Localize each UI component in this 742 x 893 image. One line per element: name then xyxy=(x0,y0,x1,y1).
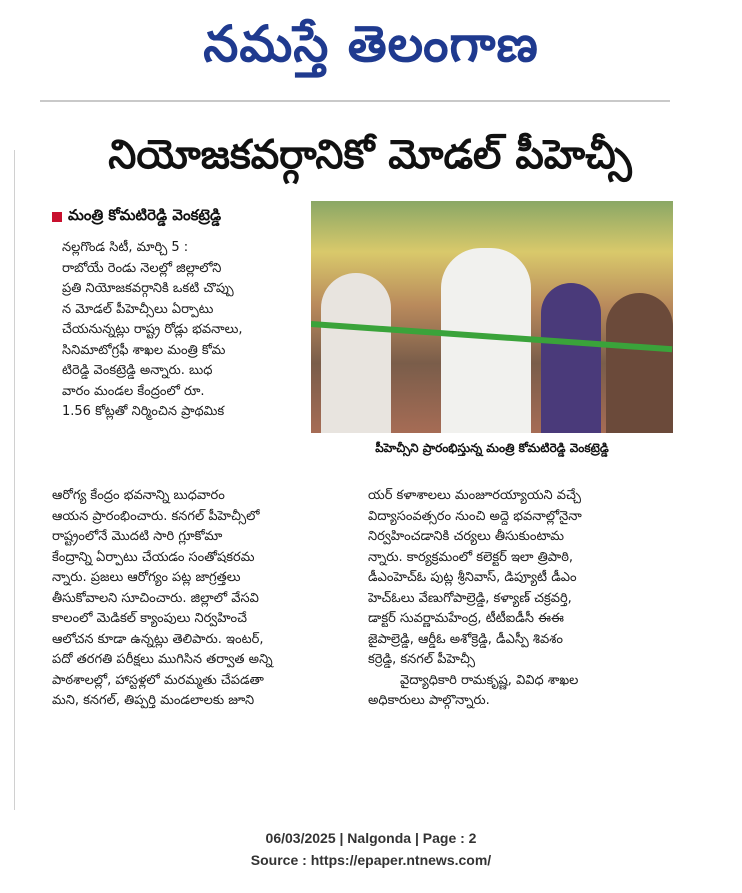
article-line: జైపాల్రెడ్డి, ఆర్డీఓ అశోక్రెడ్డి, డీఎస్పీ శివశం xyxy=(368,631,564,647)
article-line: డాక్టర్ సువర్ణామహేంద్ర, టీటీఐడీసీ ఈఈ xyxy=(368,611,564,626)
masthead-divider xyxy=(40,100,670,102)
article-line: వారం మండల కేంద్రంలో రూ. xyxy=(62,383,205,399)
article-line: టిరెడ్డి వెంకట్రెడ్డి అన్నారు. బుధ xyxy=(62,363,213,378)
newspaper-masthead: నమస్తే తెలంగాణ xyxy=(203,15,539,73)
article-line: చేయనున్నట్లు రాష్ట్ర రోడ్లు భవనాలు, xyxy=(62,322,243,337)
article-line: రాష్ట్రంలోనే మొదటి సారి గ్లూకోమా xyxy=(52,529,223,544)
article-line: తీసుకోవాలని సూచించారు. జిల్లాలో వేసవి xyxy=(52,590,259,606)
article-line: న మోడల్ పీహెచ్సీలు ఏర్పాటు xyxy=(62,301,214,317)
article-line: పాఠశాలల్లో, హాస్టళ్లలో మరమ్మతు చేపడతా xyxy=(52,672,264,688)
byline-text: మంత్రి కోమటిరెడ్డి వెంకట్రెడ్డి xyxy=(68,206,222,224)
article-line: న్నారు. ప్రజలు ఆరోగ్యం పట్ల జాగ్రత్తలు xyxy=(52,570,241,585)
article-line: నల్లగొండ సిటీ, మార్చి 5 : xyxy=(62,240,189,255)
article-line: న్నారు. కార్యక్రమంలో కలెక్టర్ ఇలా త్రిపాఠి, xyxy=(368,549,574,565)
photo-figure-left xyxy=(321,273,391,433)
article-byline xyxy=(52,206,312,228)
article-line: కర్రెడ్డి, కనగల్ పీహెచ్సీ xyxy=(368,652,476,667)
article-line: కాలంలో మెడికల్ క్యాంపులు నిర్వహించే xyxy=(52,611,247,626)
article-line: అధికారులు పాల్గొన్నారు. xyxy=(368,693,490,708)
photo-figure-right xyxy=(541,283,601,433)
source-link[interactable]: Source : https://epaper.ntnews.com/ xyxy=(250,852,492,868)
article-line: ఆలోచన కూడా ఉన్నట్లు తెలిపారు. ఇంటర్, xyxy=(52,631,264,647)
article-headline: నియోజకవర్గానికో మోడల్ పీహెచ్సీ xyxy=(108,132,632,178)
article-line: హెచ్ఓలు వేణుగోపాల్రెడ్డి, కళ్యాణ్ చక్రవర్తి, xyxy=(368,590,572,606)
article-line: 1.56 కోట్లతో నిర్మించిన ప్రాథమిక xyxy=(62,404,225,419)
news-photo xyxy=(311,201,673,433)
red-square-bullet-icon xyxy=(52,212,62,222)
article-line: పదో తరగతి పరీక్షలు ముగిసిన తర్వాత అన్ని xyxy=(52,652,273,667)
article-column-3 xyxy=(368,486,674,712)
photo-caption: పీహెచ్సీని ప్రారంభిస్తున్న మంత్రి కోమటిరెడ్డి వెంకట్రెడ్డి xyxy=(375,441,609,455)
page-gutter xyxy=(0,150,15,810)
article-column-1 xyxy=(62,238,306,423)
article-line: సినిమాటోగ్రఫీ శాఖల మంత్రి కోమ xyxy=(62,342,226,358)
article-line: రాబోయే రెండు నెలల్లో జిల్లాలోని xyxy=(62,260,222,276)
article-line: ప్రతి నియోజకవర్గానికి ఒకటి చొప్పు xyxy=(62,281,234,296)
article-line: మని, కనగల్, తిప్పర్తి మండలాలకు జూని xyxy=(52,693,255,708)
article-line: వైద్యాధికారి రామకృష్ణ, వివిధ శాఖల xyxy=(400,672,579,688)
article-line: కేంద్రాన్ని ఏర్పాటు చేయడం సంతోషకరమ xyxy=(52,549,255,565)
article-line: ఆయన ప్రారంభించారు. కనగల్ పీహెచ్సీలో xyxy=(52,508,260,524)
article-line: యర్ కళాశాలలు మంజూరయ్యాయని వచ్చే xyxy=(368,488,581,503)
article-column-2 xyxy=(52,486,352,712)
article-line: డీఎంహెచ్ఓ పుట్ల శ్రీనివాస్, డిప్యూటీ డీఎం xyxy=(368,570,577,585)
article-line: ఆరోగ్య కేంద్రం భవనాన్ని బుధవారం xyxy=(52,488,225,503)
edition-info: 06/03/2025 | Nalgonda | Page : 2 xyxy=(265,830,477,846)
article-line: నిర్వహించడానికి చర్యలు తీసుకుంటామ xyxy=(368,529,565,544)
photo-figure-far-right xyxy=(606,293,673,433)
article-line: విద్యాసంవత్సరం నుంచి అద్దె భవనాల్లోనైనా xyxy=(368,508,582,524)
